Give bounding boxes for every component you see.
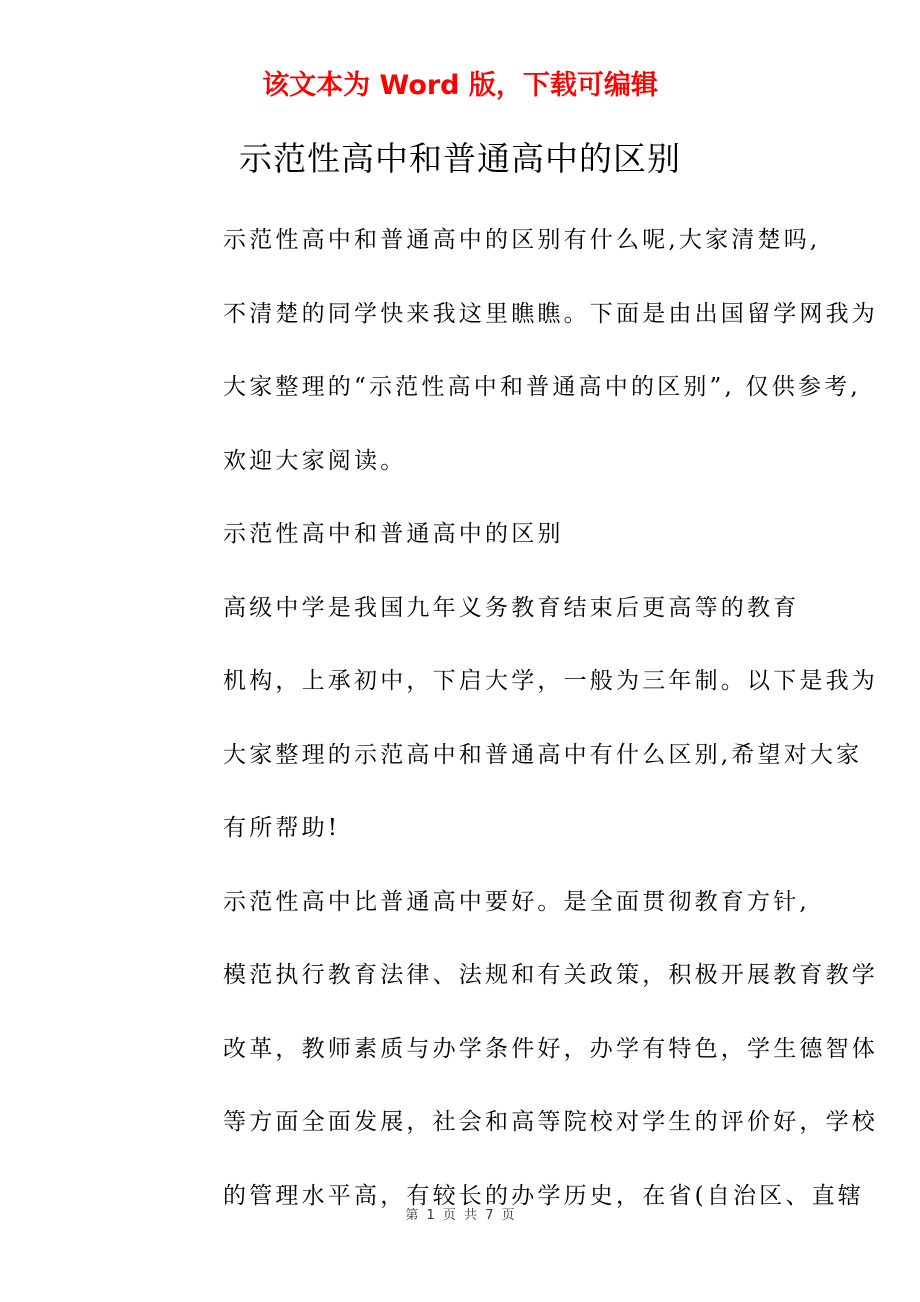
page-number-footer: 第 1 页 共 7 页 xyxy=(405,1208,515,1223)
paragraph-high-school-intro xyxy=(174,572,878,866)
document-body xyxy=(174,204,878,1233)
text-line: 的管理水平高，有较长的办学历史，在省(自治区、直辖 xyxy=(223,1182,864,1209)
text-line: 示范性高中比普通高中要好。是全面贯彻教育方针, xyxy=(223,888,810,915)
text-line: 机构，上承初中，下启大学，一般为三年制。以下是我为 xyxy=(223,668,878,694)
text-line: 示范性高中和普通高中的区别有什么呢,大家清楚吗, xyxy=(223,227,821,253)
text-line: 示范性高中和普通高中的区别 xyxy=(223,521,564,547)
paragraph-subheading xyxy=(174,498,806,572)
text-line: 高级中学是我国九年义务教育结束后更高等的教育 xyxy=(223,594,800,621)
paragraph-model-school xyxy=(174,866,878,1234)
text-line: 大家整理的示范高中和普通高中有什么区别,希望对大家 xyxy=(223,741,863,768)
text-line: 欢迎大家阅读。 xyxy=(223,447,407,474)
text-line: 等方面全面发展，社会和高等院校对学生的评价好，学校 xyxy=(223,1109,878,1135)
text-line: 改革，教师素质与办学条件好，办学有特色，学生德智体 xyxy=(223,1035,878,1062)
word-version-banner: 该文本为 Word 版，下载可编辑 xyxy=(262,70,658,101)
text-line: 模范执行教育法律、法规和有关政策，积极开展教育教学 xyxy=(223,962,878,988)
text-line: 不清楚的同学快来我这里瞧瞧。下面是由出国留学网我为 xyxy=(223,300,878,327)
text-line: 大家整理的“示范性高中和普通高中的区别”, 仅供参考, xyxy=(223,374,861,400)
text-line: 有所帮助! xyxy=(223,815,341,841)
paragraph-intro xyxy=(174,204,878,498)
document-title: 示范性高中和普通高中的区别 xyxy=(239,139,681,178)
